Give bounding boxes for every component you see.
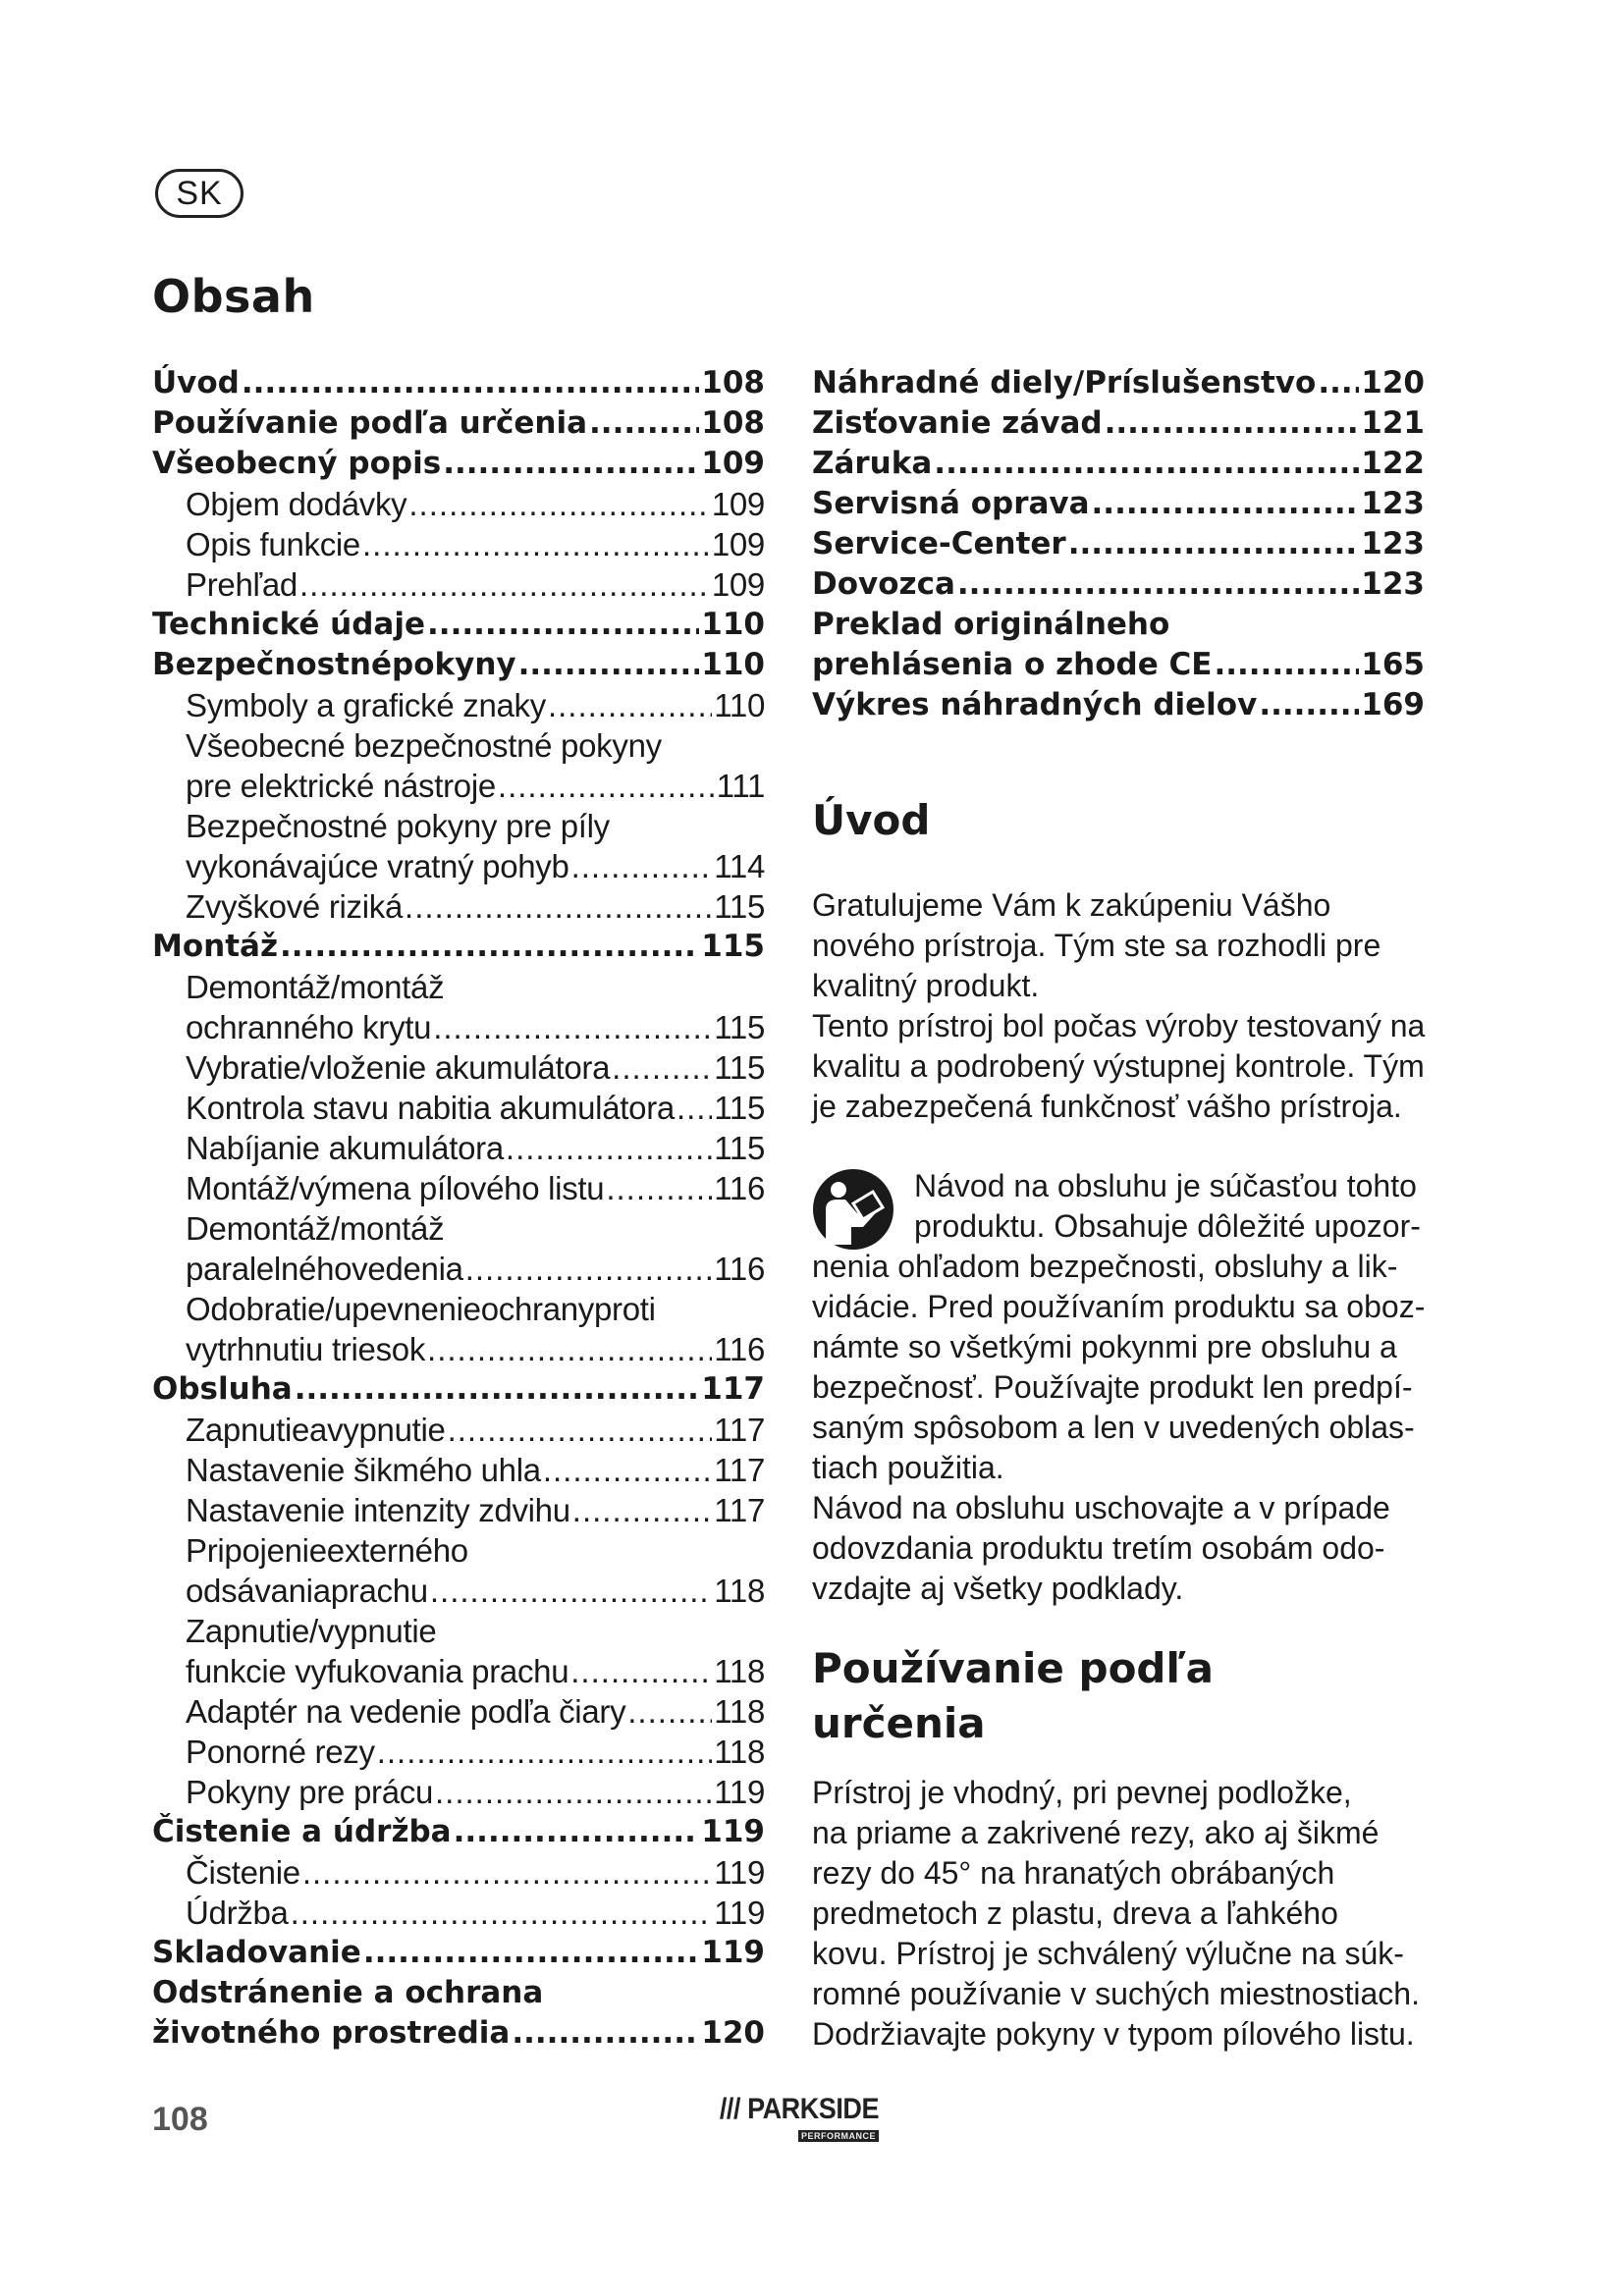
toc-entry-label: funkcie vyfukovania prachu — [186, 1653, 569, 1689]
toc-entry-label: Záruka — [812, 446, 933, 481]
toc-entry-label: Dovozca — [812, 566, 955, 602]
paragraph-line: na priame a zakrivené rezy, ako aj šikmé — [812, 1815, 1380, 1850]
paragraph-line: vidácie. Pred používaním produktu sa oboz- — [812, 1289, 1426, 1324]
toc-entry[interactable] — [812, 607, 1425, 647]
paragraph-line: saným spôsobom a len v uvedených oblas- — [812, 1410, 1415, 1445]
toc-entry-page: 115 — [714, 1049, 765, 1086]
intended-use-heading-line2: určenia — [812, 1699, 986, 1747]
toc-dot-leader — [571, 848, 713, 885]
toc-entry[interactable] — [152, 566, 765, 607]
toc-entry-label: Čistenie — [186, 1854, 300, 1891]
intro-heading: Úvod — [812, 796, 931, 844]
toc-entry-label: Nabíjanie akumulátora — [186, 1130, 504, 1166]
toc-entry[interactable] — [152, 1090, 765, 1130]
toc-entry-page: 118 — [714, 1734, 765, 1770]
toc-entry[interactable] — [152, 1009, 765, 1049]
toc-dot-leader — [612, 1049, 712, 1087]
language-badge: SK — [155, 169, 244, 218]
toc-entry-page: 116 — [714, 1251, 765, 1287]
toc-entry-label: Výkres náhradných dielov — [812, 687, 1258, 722]
toc-entry-label: životného prostredia — [152, 2015, 511, 2051]
toc-entry[interactable] — [152, 1452, 765, 1492]
toc-entry-label: pre elektrické nástroje — [186, 768, 496, 804]
toc-entry-page: 118 — [714, 1653, 765, 1689]
paragraph-line: Dodržiavajte pokyny v typom pílového listu. — [812, 2016, 1415, 2052]
toc-entry-page: 108 — [701, 405, 765, 441]
toc-entry[interactable] — [152, 1573, 765, 1613]
toc-entry-page: 109 — [711, 566, 765, 603]
toc-entry[interactable] — [152, 1412, 765, 1452]
toc-entry-label: Odstránenie a ochrana — [152, 1975, 544, 2010]
toc-dot-leader — [291, 1895, 713, 1932]
paragraph-line: Návod na obsluhu je súčasťou tohto — [914, 1168, 1417, 1203]
page-title: Obsah — [152, 270, 315, 323]
toc-dot-leader — [408, 486, 709, 523]
toc-entry-label: Obsluha — [152, 1371, 293, 1407]
toc-entry-page: 116 — [714, 1170, 765, 1206]
toc-entry[interactable] — [152, 1854, 765, 1895]
toc-entry-page: 120 — [1361, 365, 1425, 400]
brand-name: /// PARKSIDE — [719, 2093, 879, 2125]
toc-entry-label: Pokyny pre prácu — [186, 1774, 433, 1810]
toc-entry[interactable] — [152, 1251, 765, 1291]
toc-dot-leader — [543, 1452, 712, 1489]
toc-entry-page: 123 — [1361, 566, 1425, 602]
toc-entry[interactable] — [812, 486, 1425, 526]
toc-entry-page: 119 — [701, 1935, 765, 1970]
toc-entry-label: Zapnutieavypnutie — [186, 1412, 446, 1448]
toc-dot-leader — [242, 365, 699, 400]
table-of-contents-right — [812, 365, 1425, 727]
toc-entry-label: Service-Center — [812, 526, 1066, 561]
toc-entry-page: 121 — [1361, 405, 1425, 441]
toc-entry-label: Demontáž/montáž — [186, 1210, 445, 1247]
toc-entry-label: Vybratie/vloženie akumulátora — [186, 1049, 611, 1086]
toc-dot-leader — [430, 1573, 712, 1610]
toc-entry-page: 119 — [701, 1814, 765, 1849]
toc-entry-label: Zvyškové riziká — [186, 888, 404, 925]
toc-dot-leader — [677, 1090, 712, 1127]
toc-entry-label: Ponorné rezy — [186, 1734, 375, 1770]
toc-entry-label: Odobratie/upevnenieochranyproti — [186, 1291, 656, 1327]
toc-entry[interactable] — [812, 446, 1425, 486]
toc-dot-leader — [934, 446, 1359, 481]
toc-entry[interactable] — [152, 1492, 765, 1532]
toc-dot-leader — [433, 1009, 712, 1046]
toc-entry[interactable] — [152, 607, 765, 647]
paragraph-line: tiach použitia. — [812, 1450, 1004, 1485]
table-of-contents-left — [152, 365, 765, 2056]
toc-entry[interactable] — [812, 687, 1425, 727]
paragraph-line: vzdajte aj všetky podklady. — [812, 1571, 1184, 1606]
toc-entry[interactable] — [152, 1130, 765, 1170]
paragraph-line: nového prístroja. Tým ste sa rozhodli pre — [812, 928, 1381, 963]
toc-dot-leader — [498, 768, 715, 805]
toc-dot-leader — [548, 687, 712, 724]
toc-entry[interactable] — [152, 1734, 765, 1774]
toc-entry-page: 169 — [1361, 687, 1425, 722]
toc-entry[interactable] — [152, 1935, 765, 1975]
toc-entry[interactable] — [812, 365, 1425, 405]
paragraph-line: Prístroj je vhodný, pri pevnej podložke, — [812, 1775, 1352, 1810]
toc-entry-page: 123 — [1361, 486, 1425, 521]
toc-entry[interactable] — [152, 1653, 765, 1693]
page-number: 108 — [152, 2101, 208, 2138]
toc-dot-leader — [363, 1935, 699, 1970]
toc-entry[interactable] — [152, 1693, 765, 1734]
paragraph-line: kvalitu a podrobený výstupnej kontrole. Tým — [812, 1048, 1425, 1084]
paragraph-line: kovu. Prístroj je schválený výlučne na súk- — [812, 1936, 1404, 1971]
toc-entry-label: Nastavenie šikmého uhla — [186, 1452, 541, 1488]
toc-dot-leader — [606, 1170, 712, 1207]
toc-dot-leader — [405, 888, 712, 926]
toc-dot-leader — [377, 1734, 713, 1771]
toc-dot-leader — [589, 405, 699, 441]
toc-entry-page: 109 — [711, 526, 765, 562]
toc-dot-leader — [435, 1774, 712, 1811]
toc-dot-leader — [443, 446, 699, 481]
toc-dot-leader — [362, 526, 710, 563]
toc-entry[interactable] — [152, 446, 765, 486]
toc-entry-label: Zisťovanie závad — [812, 405, 1103, 441]
paragraph-line: Gratulujeme Vám k zakúpeniu Vášho — [812, 887, 1331, 923]
toc-entry-page: 119 — [714, 1895, 765, 1931]
toc-entry-label: Adaptér na vedenie podľa čiary — [186, 1693, 626, 1730]
toc-entry-page: 109 — [701, 446, 765, 481]
toc-entry-label: Údržba — [186, 1895, 289, 1931]
toc-entry[interactable] — [152, 1895, 765, 1935]
toc-entry-label: Skladovanie — [152, 1935, 361, 1970]
toc-entry[interactable] — [152, 1613, 765, 1653]
toc-entry-page: 111 — [716, 768, 765, 804]
toc-dot-leader — [506, 1130, 712, 1167]
toc-dot-leader — [295, 1371, 700, 1407]
paragraph-line: námte so všetkými pokynmi pre obsluhu a — [812, 1329, 1397, 1364]
paragraph-line: Tento prístroj bol počas výroby testovaný na — [812, 1008, 1426, 1043]
toc-entry[interactable] — [152, 727, 765, 768]
toc-entry-page: 109 — [711, 486, 765, 522]
toc-dot-leader — [957, 566, 1359, 602]
toc-entry[interactable] — [812, 647, 1425, 687]
toc-dot-leader — [1259, 687, 1359, 722]
toc-entry-page: 123 — [1361, 526, 1425, 561]
toc-entry-page: 115 — [714, 1130, 765, 1166]
toc-dot-leader — [1214, 647, 1359, 682]
toc-entry[interactable] — [152, 888, 765, 929]
toc-entry-label: Opis funkcie — [186, 526, 360, 562]
paragraph-line: romné používanie v suchých miestnostiach. — [812, 1976, 1420, 2011]
toc-entry-label: Preklad originálneho — [812, 607, 1170, 642]
toc-entry-label: Úvod — [152, 365, 240, 400]
toc-entry-label: Bezpečnostnépokyny — [152, 647, 516, 682]
toc-entry-label: Servisná oprava — [812, 486, 1090, 521]
parkside-logo — [697, 2093, 879, 2144]
toc-entry-label: prehlásenia o zhode CE — [812, 647, 1213, 682]
toc-entry[interactable] — [152, 486, 765, 526]
toc-entry-page: 110 — [701, 607, 765, 642]
toc-entry-label: Demontáž/montáž — [186, 969, 445, 1005]
toc-entry-label: Kontrola stavu nabitia akumulátora — [186, 1090, 675, 1126]
toc-entry-label: Všeobecný popis — [152, 446, 442, 481]
toc-dot-leader — [570, 1653, 712, 1690]
toc-entry-page: 110 — [714, 687, 765, 723]
toc-entry-page: 115 — [701, 929, 765, 964]
toc-entry-label: Montáž/výmena pílového listu — [186, 1170, 605, 1206]
toc-entry-label: Technické údaje — [152, 607, 426, 642]
toc-dot-leader — [627, 1693, 712, 1731]
toc-entry[interactable] — [152, 1975, 765, 2015]
toc-entry-page: 117 — [701, 1371, 765, 1407]
toc-dot-leader — [302, 1854, 712, 1892]
toc-entry[interactable] — [152, 969, 765, 1009]
toc-entry-label: ochranného krytu — [186, 1009, 432, 1045]
toc-entry[interactable] — [152, 1331, 765, 1371]
toc-dot-leader — [448, 1412, 713, 1449]
toc-entry[interactable] — [152, 1170, 765, 1210]
toc-entry[interactable] — [152, 1371, 765, 1412]
paragraph-line: predmetoch z plastu, dreva a ľahkého — [812, 1896, 1338, 1931]
intended-use-heading — [812, 1641, 1214, 1751]
toc-entry-label: Používanie podľa určenia — [152, 405, 588, 441]
toc-entry-label: Bezpečnostné pokyny pre píly — [186, 808, 610, 844]
toc-dot-leader — [1092, 486, 1360, 521]
toc-entry-page: 114 — [714, 848, 765, 884]
toc-entry[interactable] — [152, 2015, 765, 2056]
paragraph-line: produktu. Obsahuje dôležité upozor- — [914, 1208, 1421, 1244]
toc-dot-leader — [280, 929, 699, 964]
toc-entry[interactable] — [152, 405, 765, 446]
toc-entry-page: 119 — [714, 1854, 765, 1891]
toc-entry-page: 117 — [714, 1452, 765, 1488]
toc-entry-label: Symboly a grafické znaky — [186, 687, 546, 723]
toc-entry[interactable] — [152, 1532, 765, 1573]
toc-entry-page: 115 — [714, 888, 765, 925]
toc-entry[interactable] — [812, 526, 1425, 566]
toc-entry[interactable] — [152, 768, 765, 808]
toc-entry-page: 115 — [714, 1009, 765, 1045]
toc-entry[interactable] — [152, 1049, 765, 1090]
toc-entry-label: Zapnutie/vypnutie — [186, 1613, 437, 1649]
toc-dot-leader — [1105, 405, 1360, 441]
toc-entry-page: 119 — [714, 1774, 765, 1810]
toc-dot-leader — [427, 607, 699, 642]
paragraph-line: rezy do 45° na hranatých obrábaných — [812, 1855, 1335, 1891]
toc-entry-page: 117 — [714, 1492, 765, 1528]
toc-entry[interactable] — [152, 1814, 765, 1854]
toc-dot-leader — [427, 1331, 712, 1368]
paragraph-line: odovzdania produktu tretím osobám odo- — [812, 1530, 1385, 1566]
paragraph-line: Návod na obsluhu uschovajte a v prípade — [812, 1490, 1390, 1525]
toc-entry-page: 115 — [714, 1090, 765, 1126]
toc-entry[interactable] — [152, 1291, 765, 1331]
toc-entry-page: 108 — [701, 365, 765, 400]
toc-dot-leader — [572, 1492, 712, 1529]
toc-entry-label: Prehľad — [186, 566, 298, 603]
toc-dot-leader — [512, 2015, 699, 2051]
paragraph-line: nenia ohľadom bezpečnosti, obsluhy a lik- — [812, 1249, 1398, 1284]
toc-entry-page: 110 — [701, 647, 765, 682]
toc-entry[interactable] — [812, 405, 1425, 446]
toc-entry-label: Montáž — [152, 929, 278, 964]
brand-subtitle: PERFORMANCE — [798, 2130, 879, 2142]
toc-entry-page: 165 — [1361, 647, 1425, 682]
toc-dot-leader — [518, 647, 700, 682]
toc-entry-page: 118 — [714, 1693, 765, 1730]
toc-entry[interactable] — [152, 647, 765, 687]
toc-entry[interactable] — [152, 1210, 765, 1251]
toc-entry-label: paralelnéhovedenia — [186, 1251, 463, 1287]
toc-entry-label: Všeobecné bezpečnostné pokyny — [186, 727, 662, 764]
toc-entry-label: odsávaniaprachu — [186, 1573, 428, 1609]
toc-entry[interactable] — [152, 365, 765, 405]
toc-entry-page: 118 — [714, 1573, 765, 1609]
toc-entry-label: Pripojenieexterného — [186, 1532, 468, 1569]
toc-dot-leader — [465, 1251, 713, 1288]
toc-entry-label: Nastavenie intenzity zdvihu — [186, 1492, 570, 1528]
toc-entry[interactable] — [812, 566, 1425, 607]
toc-entry-page: 122 — [1361, 446, 1425, 481]
toc-entry[interactable] — [152, 687, 765, 727]
toc-entry-label: Čistenie a údržba — [152, 1814, 452, 1849]
toc-entry[interactable] — [152, 526, 765, 566]
toc-dot-leader — [299, 566, 710, 604]
intended-use-heading-line1: Používanie podľa — [812, 1644, 1214, 1692]
paragraph-line: kvalitný produkt. — [812, 968, 1040, 1003]
toc-entry[interactable] — [152, 1774, 765, 1814]
toc-entry-label: Náhradné diely/Príslušenstvo — [812, 365, 1317, 400]
toc-entry[interactable] — [152, 848, 765, 888]
toc-dot-leader — [454, 1814, 700, 1849]
toc-entry[interactable] — [152, 808, 765, 848]
paragraph-line: bezpečnosť. Používajte produkt len predpí- — [812, 1369, 1413, 1405]
manual-note-paragraph — [812, 1166, 1440, 1609]
toc-entry-page: 120 — [701, 2015, 765, 2051]
toc-dot-leader — [1068, 526, 1360, 561]
toc-entry-label: vytrhnutiu triesok — [186, 1331, 426, 1367]
toc-entry[interactable] — [152, 929, 765, 969]
paragraph-line: je zabezpečená funkčnosť vášho prístroja. — [812, 1089, 1402, 1124]
toc-dot-leader — [1318, 365, 1359, 400]
toc-entry-page: 116 — [714, 1331, 765, 1367]
intro-paragraph — [812, 885, 1440, 1127]
intended-use-paragraph — [812, 1773, 1440, 2055]
toc-entry-label: Objem dodávky — [186, 486, 407, 522]
toc-entry-label: vykonávajúce vratný pohyb — [186, 848, 569, 884]
toc-entry-page: 117 — [714, 1412, 765, 1448]
